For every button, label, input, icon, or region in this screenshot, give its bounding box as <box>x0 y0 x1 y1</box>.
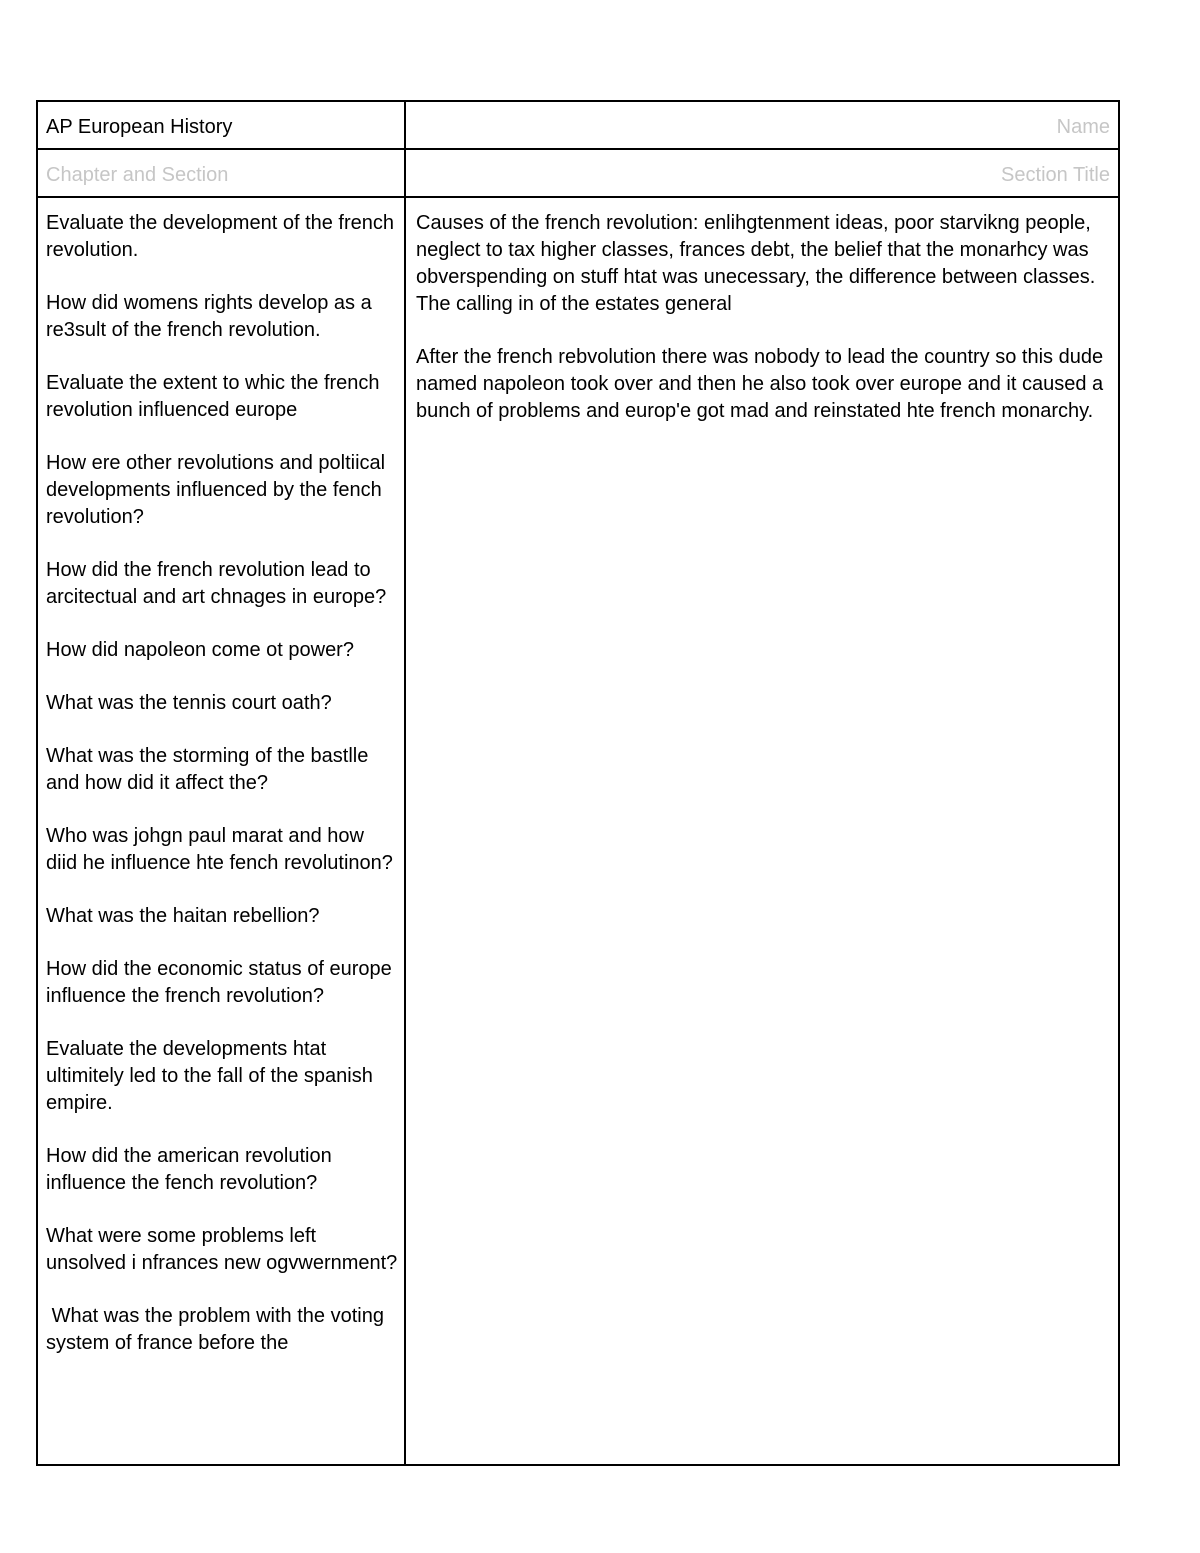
question-item: What was the storming of the bastlle and how did it affect the? <box>46 745 374 794</box>
question-item: How did the american revolution influence the fench revolution? <box>46 1145 338 1194</box>
notes-body-row <box>38 198 1118 1464</box>
questions-list <box>46 210 398 1383</box>
question-item: Evaluate the developments htat ultimitely led to the fall of the spanish empire. <box>46 1038 379 1114</box>
section-title-field[interactable]: Section Title <box>1001 164 1110 186</box>
notes-column <box>406 198 1118 1464</box>
chapter-cell[interactable] <box>38 150 406 196</box>
section-title-cell[interactable] <box>406 150 1118 196</box>
header-row <box>38 102 1118 150</box>
question-item: What was the tennis court oath? <box>46 692 332 714</box>
question-item: Who was johgn paul marat and how diid he influence hte fench revolutinon? <box>46 825 393 874</box>
question-item: What was the haitan rebellion? <box>46 905 320 927</box>
question-item: How did napoleon come ot power? <box>46 639 354 661</box>
notes-text <box>416 210 1116 451</box>
course-cell <box>38 102 406 148</box>
questions-column <box>38 198 406 1464</box>
question-item: How did the economic status of europe influence the french revolution? <box>46 958 398 1007</box>
question-item: What was the problem with the voting system of france before the <box>46 1305 390 1354</box>
name-cell[interactable] <box>406 102 1118 148</box>
question-item: How did womens rights develop as a re3sult of the french revolution. <box>46 292 378 341</box>
question-item: What were some problems left unsolved i nfrances new ogvwernment? <box>46 1225 398 1274</box>
note-paragraph: After the french rebvolution there was nobody to lead the country so this dude named napoleon took over and then he also took over europe and it caused a bunch of problems and europ'e got mad and reinstated hte french monarchy. <box>416 346 1104 422</box>
question-item: How ere other revolutions and poltiical developments influenced by the fench revolution? <box>46 452 391 528</box>
cornell-notes-table <box>36 100 1120 1466</box>
subheader-row <box>38 150 1118 198</box>
chapter-section-field[interactable]: Chapter and Section <box>46 164 229 186</box>
course-title: AP European History <box>46 116 233 138</box>
note-paragraph: Causes of the french revolution: enlihgtenment ideas, poor starvikng people, neglect to tax higher classes, frances debt, the belief that the monarhcy was obverspending on stuff htat was unecessary, the difference between classes. The calling in of the estates general <box>416 212 1096 315</box>
question-item: Evaluate the development of the french revolution. <box>46 212 400 261</box>
question-item: How did the french revolution lead to arcitectual and art chnages in europe? <box>46 559 387 608</box>
question-item: Evaluate the extent to whic the french revolution influenced europe <box>46 372 386 421</box>
name-field[interactable]: Name <box>1056 116 1110 138</box>
